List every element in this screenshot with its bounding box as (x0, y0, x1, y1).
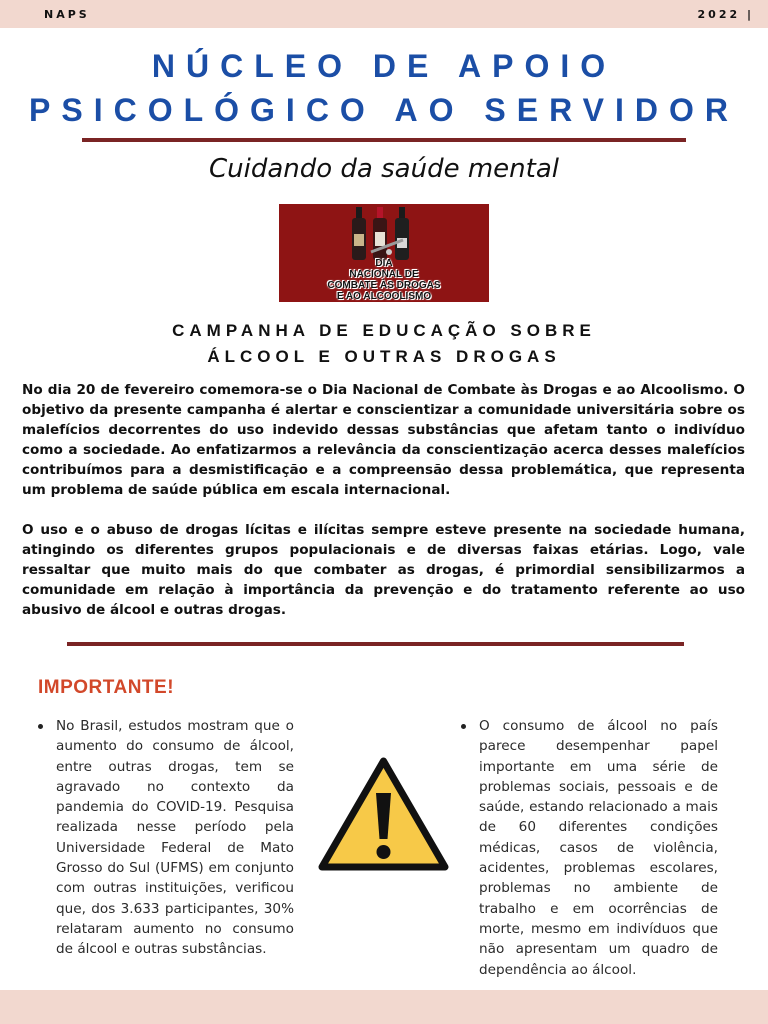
important-bullet-covid: No Brasil, estudos mostram que o aumento do consumo de álcool, entre outras drogas, tem se agravado no contexto da pandemia do COVID-19. Pesquisa realizada nesse período pela Universidade Federal de Mato Grosso do Sul (UFMS) em conjunto com outras instituições, verificou que, dos 3.633 participantes, 30% relataram aumento no consumo de álcool e outras substâncias. (56, 718, 294, 958)
bottom-band (0, 990, 768, 1024)
top-band (0, 0, 768, 28)
intro-paragraph: No dia 20 de fevereiro comemora-se o Dia Nacional de Combate às Drogas e ao Alcoolismo. O objetivo da presente campanha é alertar e conscientizar a comunidade universitária sobre os malefícios decorrentes do uso indevido dessas substâncias que afetam tanto o indivíduo como a sociedade. Ao enfatizarmos a relevância da conscientização acerca desses malefícios contribuímos para a desmistificação e a compreensão dessa problemática, que representa um problema de saúde pública em escala internacional. (22, 382, 745, 498)
campaign-heading-line-2: ÁLCOOL E OUTRAS DROGAS (207, 347, 561, 366)
banner-line: DIA (375, 258, 393, 269)
banner-line: E AO ALCOOLISMO (336, 291, 432, 302)
important-heading: IMPORTANTE! (38, 677, 175, 698)
campaign-heading-line-1: CAMPANHA DE EDUCAÇÃO SOBRE (172, 321, 596, 340)
context-paragraph: O uso e o abuso de drogas lícitas e ilícitas sempre esteve presente na sociedade humana, atingindo os diferentes grupos populacionais e de diversas faixas etárias. Logo, vale ressaltar que muito mais do que combater as drogas, é primordial sensibilizarmos a comunidade em relação à importância da prevenção e do tratamento referente ao uso abusivo de álcool e outras drogas. (22, 522, 745, 618)
year-label: 2022 | (697, 8, 754, 21)
banner-line: NACIONAL DE (349, 269, 419, 280)
bullet-dot (461, 724, 466, 729)
org-acronym: NAPS (44, 8, 90, 21)
page-title-line-1: NÚCLEO DE APOIO (151, 48, 617, 84)
bullet-dot (38, 724, 43, 729)
campaign-banner (279, 204, 489, 302)
section-divider (67, 642, 684, 646)
page-title-line-2: PSICOLÓGICO AO SERVIDOR (29, 92, 739, 128)
banner-line: COMBATE ÀS DROGAS (327, 280, 441, 291)
important-bullet-consumption: O consumo de álcool no país parece desempenhar papel importante em uma série de problemas sociais, pessoais e de saúde, estando relacionado a mais de 60 diferentes condições médicas, casos de violência, acidentes, problemas escolares, problemas no ambiente de trabalho e em ocorrências de morte, mesmo em indivíduos que não apresentam um quadro de dependência ao álcool. (479, 718, 718, 978)
page-subtitle: Cuidando da saúde mental (208, 154, 560, 184)
warning-triangle-icon (316, 755, 451, 873)
title-divider (82, 138, 686, 142)
banner-caption (279, 258, 489, 302)
